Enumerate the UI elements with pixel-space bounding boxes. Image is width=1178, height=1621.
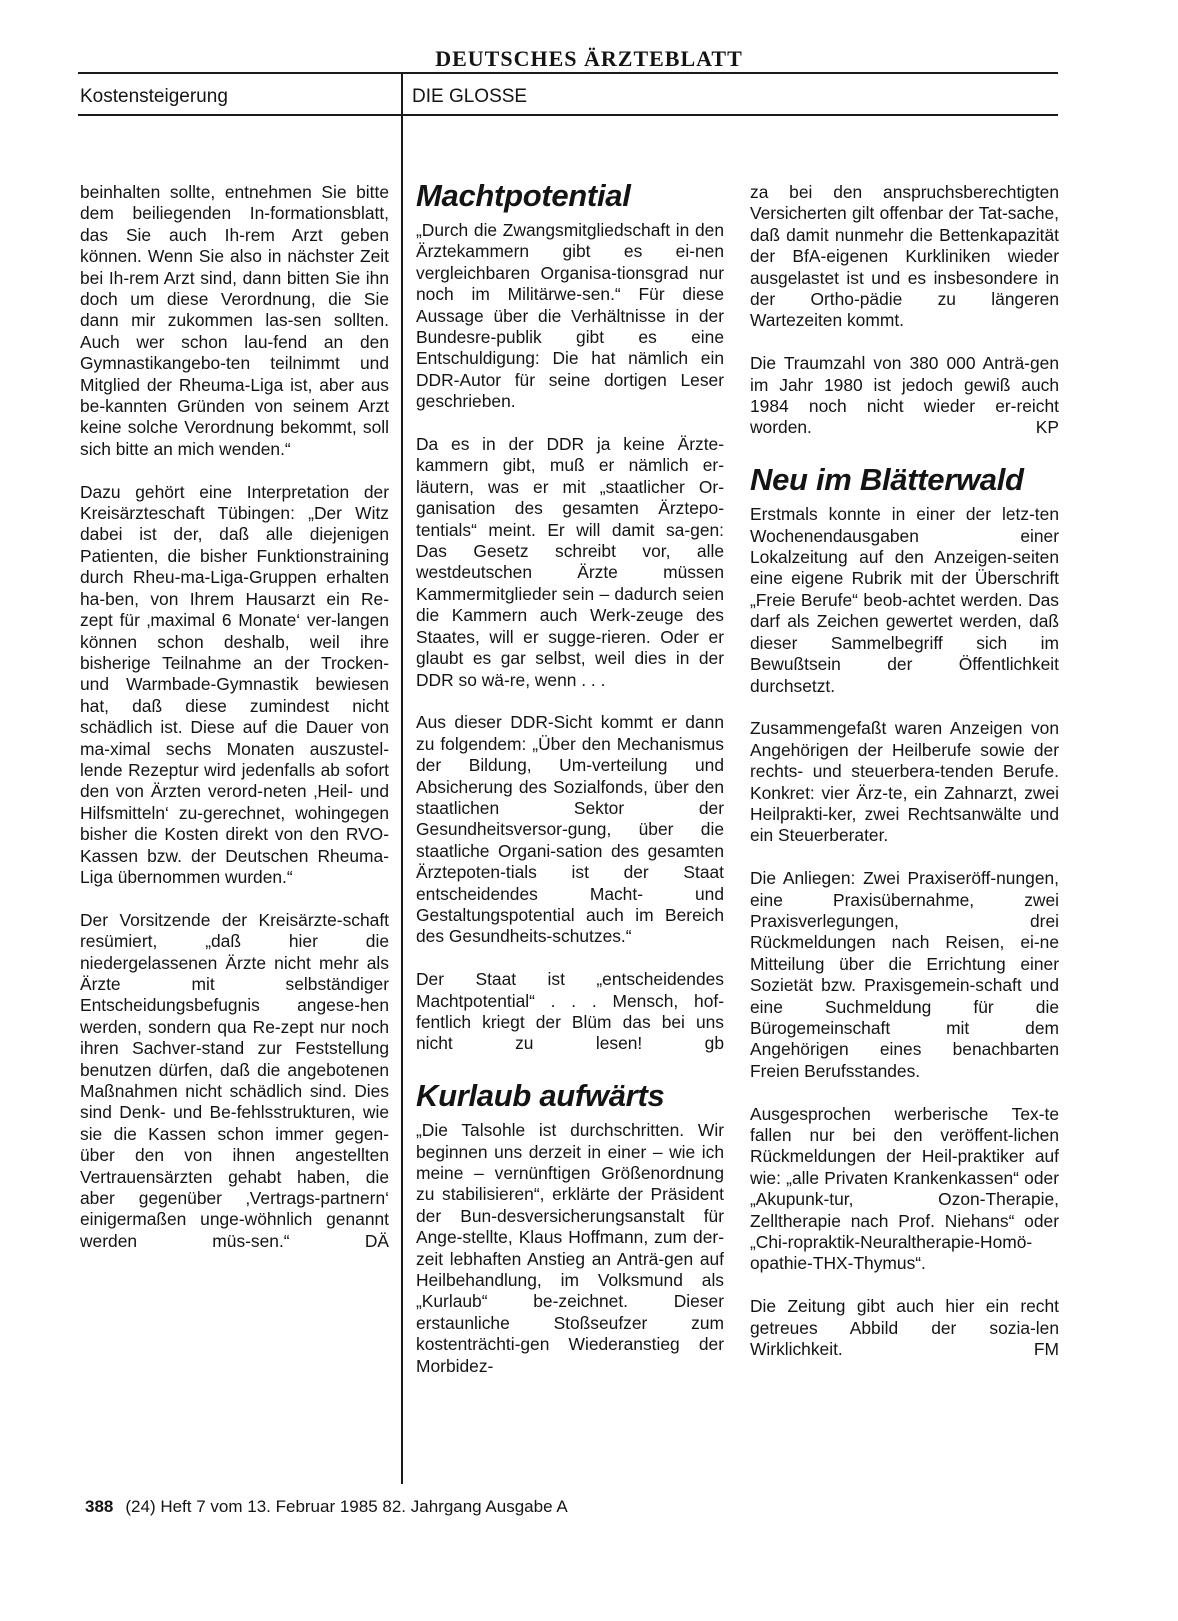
- article-heading-machtpotential: Machtpotential: [416, 178, 631, 213]
- article-heading-blaetterwald: Neu im Blätterwald: [750, 462, 1024, 498]
- paragraph: „Die Talsohle ist durchschritten. Wir beginnen uns derzeit in einer – wie ich meine – vernünftigen Größenordnung zu stabilisieren“, erklärte der Präsident der Bun-desversicherungsanstalt für Ange-stellte, Klaus Hoffmann, zum der-zeit lebhaften Anstieg an Anträ-gen auf Heilbehandlung, im Volksmund als „Kurlaub“ be-zeichnet. Dieser erstaunliche Stoßseufzer zum kostenträchti-gen Wiederanstieg der Morbidez-: [416, 1120, 724, 1376]
- issue-info: (24) Heft 7 vom 13. Februar 1985 82. Jahrgang Ausgabe A: [125, 1497, 568, 1516]
- column-3: [750, 182, 1059, 1382]
- paragraph: Aus dieser DDR-Sicht kommt er dann zu folgendem: „Über den Mechanismus der Bildung, Um-verteilung und Absicherung des Sozialfonds, über den staatlichen Sektor der Gesundheitsversor-gung, über die staatliche Organi-sation des gesamten Ärztepoten-tials ist der Staat entscheidendes Macht- und Gestaltungspotential auch im Bereich des Gesundheits-schutzes.“: [416, 712, 724, 947]
- section-label-right: DIE GLOSSE: [412, 86, 528, 107]
- masthead: DEUTSCHES ÄRZTEBLATT: [435, 46, 743, 71]
- paragraph: Der Staat ist „entscheidendes Machtpotential“ . . . Mensch, hof-fentlich kriegt der Blüm das bei uns nicht zu lesen! gb: [416, 969, 724, 1054]
- column-divider: [401, 72, 403, 1484]
- column-2: [416, 176, 724, 1398]
- page-footer: [85, 1497, 568, 1517]
- paragraph: za bei den anspruchsberechtigten Versicherten gilt offenbar der Tat-sache, daß damit nunmehr die Bettenkapazität der BfA-eigenen Kurkliniken wieder ausgelastet ist und es insbesondere in der Ortho-pädie zu längeren Wartezeiten kommt.: [750, 182, 1059, 331]
- page-number: 388: [85, 1497, 114, 1516]
- paragraph: Zusammengefaßt waren Anzeigen von Angehörigen der Heilberufe sowie der rechts- und steuerbera-tenden Berufe. Konkret: vier Ärz-te, ein Zahnarzt, zwei Heilprakti-ker, zwei Rechtsanwälte und ein Steuerberater.: [750, 718, 1059, 846]
- paragraph: Der Vorsitzende der Kreisärzte-schaft resümiert, „daß hier die niedergelassenen Ärzte nicht mehr als Ärzte mit selbständiger Entscheidungsbefugnis angese-hen werden, sondern qua Re-zept nur noch ihren Sachver-stand zur Feststellung benutzen dürfen, daß die angebotenen Maßnahmen nicht schädlich sind. Dies sind Denk- und Be-fehlsstrukturen, wie sie die Kassen schon immer gegen-über den von ihnen angestellten Vertrauensärzten gehabt haben, die aber gegenüber ‚Vertrags-partnern‘ einigermaßen unge-wöhnlich genannt werden müs-sen.“ DÄ: [80, 909, 389, 1251]
- paragraph: Erstmals konnte in einer der letz-ten Wochenendausgaben einer Lokalzeitung auf den Anzeigen-seiten eine eigene Rubrik mit der Überschrift „Freie Berufe“ beob-achtet werden. Das darf als Zeichen gewertet werden, daß dieser Sammelbegriff sich im Bewußtsein der Öffentlichkeit durchsetzt.: [750, 504, 1059, 696]
- paragraph: Die Zeitung gibt auch hier ein recht getreues Abbild der sozia-len Wirklichkeit. FM: [750, 1296, 1059, 1360]
- paragraph: „Durch die Zwangsmitgliedschaft in den Ärztekammern gibt es ei-nen vergleichbaren Organisa-tionsgrad nur noch im Militärwe-sen.“ Für diese Aussage über die Verhältnisse in der Bundesre-publik gibt es eine Entschuldigung: Die hat nämlich ein DDR-Autor für seine dortigen Leser geschrieben.: [416, 220, 724, 412]
- paragraph: Ausgesprochen werberische Tex-te fallen nur bei den veröffent-lichen Rückmeldungen der Heil-praktiker auf wie: „alle Privaten Krankenkassen“ oder „Akupunk-tur, Ozon-Therapie, Zelltherapie nach Prof. Niehans“ oder „Chi-ropraktik-Neuraltherapie-Homö-opathie-THX-Thymus“.: [750, 1103, 1059, 1274]
- paragraph: Die Traumzahl von 380 000 Anträ-gen im Jahr 1980 ist jedoch gewiß auch 1984 noch nicht wieder er-reicht worden. KP: [750, 353, 1059, 438]
- paragraph: Da es in der DDR ja keine Ärzte-kammern gibt, muß er nämlich er-läutern, was er mit „staatlicher Or-ganisation des gesamten Ärztepo-tentials“ meint. Er will damit sa-gen: Das Gesetz schreibt vor, alle westdeutschen Ärzte müssen Kammermitglieder sein – dadurch seien die Kammern auch Werk-zeuge des Staates, will er sugge-rieren. Oder er glaubt es gar selbst, weil dies in der DDR so wä-re, wenn . . .: [416, 434, 724, 690]
- section-label-left: Kostensteigerung: [80, 86, 228, 107]
- article-heading-kurlaub: Kurlaub aufwärts: [416, 1078, 665, 1114]
- section-rule: [78, 114, 1058, 116]
- paragraph: Dazu gehört eine Interpretation der Kreisärzteschaft Tübingen: „Der Witz dabei ist der, daß alle diejenigen Patienten, die bisher Funktionstraining durch Rheu-ma-Liga-Gruppen erhalten ha-ben, von Ihrem Hausarzt ein Re-zept für ‚maximal 6 Monate‘ ver-langen können schon deshalb, weil ihre bisherige Teilnahme an der Trocken- und Warmbade-Gymnastik bewiesen hat, daß diese zumindest nicht schädlich ist. Diese auf die Dauer von ma-ximal sechs Monaten auszustel-lende Rezeptur wird jedenfalls ab sofort den von Ärzten verord-neten ‚Heil- und Hilfsmitteln‘ zu-gerechnet, wohingegen bisher die Kosten direkt von den RVO-Kassen bzw. der Deutschen Rheuma-Liga übernommen wurden.“: [80, 481, 389, 887]
- paragraph: beinhalten sollte, entnehmen Sie bitte dem beiliegenden In-formationsblatt, das Sie auch Ih-rem Arzt geben können. Wenn Sie also in nächster Zeit bei Ih-rem Arzt sind, dann bitten Sie ihn doch um diese Verordnung, die Sie dann mir zukommen las-sen sollten. Auch wer schon lau-fend an den Gymnastikangebo-ten teilnimmt und Mitglied der Rheuma-Liga ist, aber aus be-kannten Gründen von seinem Arzt keine solche Verordnung bekommt, soll sich bitte an mich wenden.“: [80, 182, 389, 459]
- masthead-rule: [78, 72, 1058, 74]
- paragraph: Die Anliegen: Zwei Praxiseröff-nungen, eine Praxisübernahme, zwei Praxisverlegungen, drei Rückmeldungen nach Reisen, ei-ne Mitteilung über die Errichtung einer Sozietät bzw. Praxisgemein-schaft und eine Suchmeldung für die Bürogemeinschaft mit dem Angehörigen eines benachbarten Freien Berufsstandes.: [750, 868, 1059, 1081]
- column-1: [80, 182, 389, 1274]
